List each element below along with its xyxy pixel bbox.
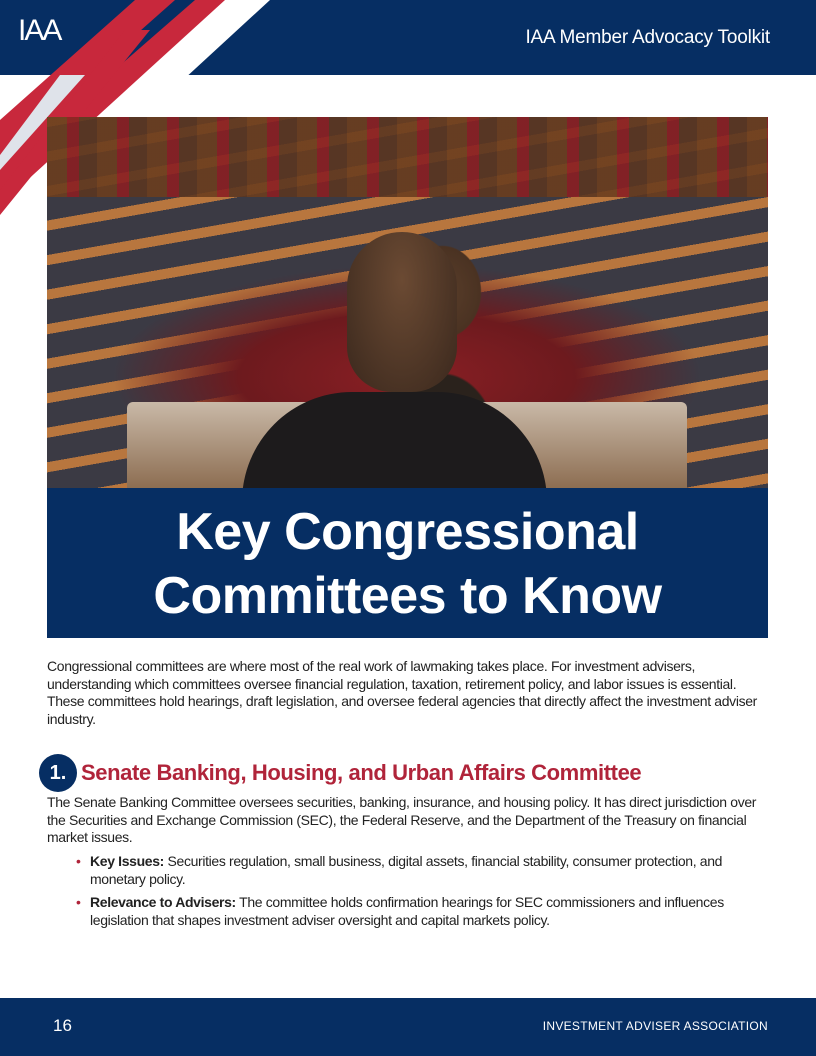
bullet-text: Securities regulation, small business, digital assets, financial stability, consumer protection, and monetary policy. — [90, 853, 723, 887]
iaa-logo: IAA — [18, 14, 61, 47]
intro-paragraph: Congressional committees are where most of the real work of lawmaking takes place. For investment advisers, understanding which committees oversee financial regulation, taxation, retirement policy, and labor issues is essential. These committees hold hearings, draft legislation, and oversee federal agencies that directly affect the investment adviser industry. — [47, 658, 757, 727]
bullet-item — [76, 894, 766, 929]
bullet-text: The committee holds confirmation hearings for SEC commissioners and influences legislation that shapes investment adviser oversight and capital markets policy. — [90, 894, 724, 928]
bullet-item — [76, 853, 766, 888]
hero-photo-congress-chamber — [47, 117, 768, 488]
footer-org: INVESTMENT ADVISER ASSOCIATION — [542, 1019, 768, 1033]
section-number-badge: 1. — [39, 754, 77, 792]
page-title — [47, 488, 768, 638]
header-title: IAA Member Advocacy Toolkit — [525, 27, 770, 48]
section-heading — [39, 754, 641, 792]
page-number: 16 — [53, 1016, 72, 1035]
bullet-label: Key Issues: — [90, 853, 164, 869]
section-bullets — [76, 853, 766, 935]
bullet-icon: • — [76, 853, 81, 869]
section-body: The Senate Banking Committee oversees securities, banking, insurance, and housing policy. It has direct jurisdiction over the Securities and Exchange Commission (SEC), the Federal Reserve, and the Department of the Treasury on financial market issues. — [47, 794, 757, 845]
bullet-icon: • — [76, 894, 81, 910]
title-line-2: Committees to Know — [153, 567, 662, 625]
footer — [0, 998, 816, 1056]
title-line-1: Key Congressional — [176, 503, 639, 561]
section-title: Senate Banking, Housing, and Urban Affairs Committee — [81, 760, 642, 785]
bullet-label: Relevance to Advisers: — [90, 894, 236, 910]
